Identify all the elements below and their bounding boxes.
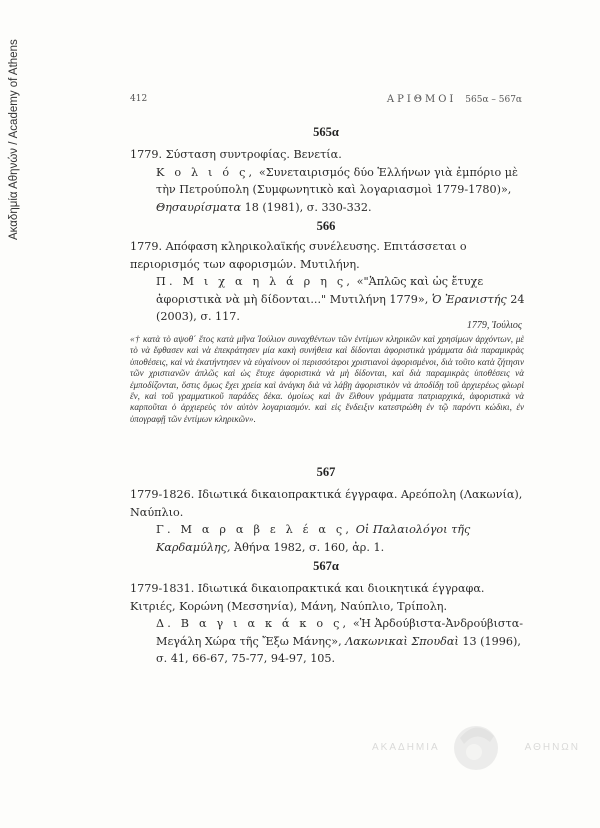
athena-head-icon: [450, 718, 502, 782]
entry-description: 1779-1826. Ιδιωτικά δικαιοπρακτικά έγγραφα. Αρεόπολη (Λακωνία), Ναύπλιο.: [130, 488, 523, 519]
sidebar-text: Ακαδημία Αθηνών / Academy of Athens: [8, 39, 20, 240]
entry-body: [130, 486, 526, 556]
entry-body: [130, 238, 526, 326]
entry-description: 1779. Σύσταση συντροφίας. Βενετία.: [130, 148, 342, 161]
ref-journal: Λακωνικαὶ Σπουδαὶ: [345, 634, 459, 648]
ref-author: Γ. Μ α ρ α β ε λ έ α ς,: [156, 523, 353, 536]
ref-journal: Θησαυρίσματα: [156, 200, 242, 214]
entry-heading: 567α: [313, 559, 339, 573]
entry-reference: [130, 164, 526, 217]
ref-journal: Οἱ Παλαιολόγοι τῆς Καρδαμύλης,: [156, 523, 471, 554]
ref-author: Π. Μ ι χ α η λ ά ρ η ς,: [156, 275, 354, 288]
entry-heading: 565α: [313, 125, 339, 139]
academy-watermark: [372, 718, 580, 782]
entry-reference: [130, 273, 526, 326]
watermark-text-left: ΑΚΑΔΗΜΙΑ: [372, 742, 440, 753]
ref-author: Κ ο λ ι ό ς,: [156, 165, 256, 179]
ref-author: Δ. Β α γ ι α κ ά κ ο ς,: [156, 617, 350, 630]
ref-text: «Συνεταιρισμός δύο Ἑλλήνων γιὰ ἐμπόριο μὲ τὴν Πετρούπολη (Συμφωνητικὸ καὶ λογαριασμοὶ 1779-1780)»,: [156, 165, 519, 196]
entry-description: 1779. Απόφαση κληρικολαϊκής συνέλευσης. Επιτάσσεται ο περιορισμός των αφορισμών. Μυτιλήνη.: [130, 240, 467, 271]
ref-journal: Ὁ Ἐρανιστής: [431, 292, 507, 306]
entry-heading: 567: [316, 465, 336, 479]
entry-description: 1779-1831. Ιδιωτικά δικαιοπρακτικά και διοικητικά έγγραφα. Κιτριές, Κορώνη (Μεσσηνία), Μάνη, Ναύπλιο, Τρίπολη.: [130, 582, 485, 613]
ref-tail: 18 (1981), σ. 330-332.: [241, 200, 372, 214]
running-head: [387, 94, 522, 105]
dateline: 1779, Ἰούλιος: [466, 320, 522, 331]
entry-body: [130, 146, 526, 216]
entry-body: [130, 580, 526, 668]
entry-heading: 566: [316, 219, 336, 233]
running-title: ΑΡΙΘΜΟΙ: [386, 94, 457, 105]
entry-reference: [130, 521, 526, 556]
vertical-sidebar-label: [6, 40, 28, 240]
ref-tail: Ἀθήνα 1982, σ. 160, ἀρ. 1.: [230, 540, 385, 554]
ref-text: «Ἡ Ἀρδούβιστα-Ἀνδρούβιστα-Μεγάλη Χώρα τῆς Ἔξω Μάνης»,: [156, 617, 524, 648]
ref-tail: 13 (1996), σ. 41, 66-67, 75-77, 94-97, 105.: [156, 634, 521, 665]
page-number: 412: [130, 94, 148, 104]
running-range: 565α – 567α: [465, 95, 522, 105]
entry-reference: [130, 615, 526, 668]
quoted-text: «† κατὰ τὸ αψοθ΄ ἔτος κατὰ μῆνα Ἰούλιον συναχθέντων τῶν ἐντίμων κληρικῶν καὶ χρησίμων ἀρχόντων, μὲ τὸ νὰ ἔφθασεν καὶ νὰ ἐπεκράτησεν μία κακὴ συνήθεια καὶ δίδονται ἀφοριστικὰ γράμματα διὰ παραμικρὰς ὑποθέσεις, καὶ νὰ ἐκατήντησεν νὰ εὐγαίνουν οἱ περισσότεροι χριστιανοὶ ἀφορισμένοι, διὰ τοῦτο κατὰ ζήτησιν τῶν χριστιανῶν ἁπλῶς καὶ ὡς ἔτυχε ἀφοριστικὰ νὰ μὴ δίδονται, καὶ διὰ παραμικρὰς ὑποθέσεις νὰ ἐμποδίζονται, ὅστις ὅμως ἔχει χρεία καὶ ἀνάγκη διὰ νὰ λάβῃ ἀφοριστικὸν νὰ ἀποδίδῃ τοῦ ἀρχιερέως φλωρὶ ἕν, καὶ τοῦ γραμματικοῦ παράδες δέκα. ὁμοίως καὶ ἂν ἔλθουν γράμματα πατριαρχικά, ἀφοριστικὰ νὰ καρποῦται ὁ ἀρχιερεὺς τὸν αὐτὸν λογαριασμόν. καὶ εἰς ἔνδειξιν κατεστρώθη ἐν τῷ παρόντι κώδικι, ἐν ὑπογραφῇ τῶν ἐντίμων κληρικῶν».: [130, 334, 524, 424]
watermark-text-right: ΑΘΗΝΩΝ: [524, 742, 580, 753]
page-header: [130, 94, 522, 105]
ref-text: «"Ἁπλῶς καὶ ὡς ἔτυχε ἀφοριστικὰ νὰ μὴ δίδονται..." Μυτιλήνη 1779»,: [156, 275, 484, 306]
ref-tail: 24 (2003), σ. 117.: [156, 292, 525, 323]
